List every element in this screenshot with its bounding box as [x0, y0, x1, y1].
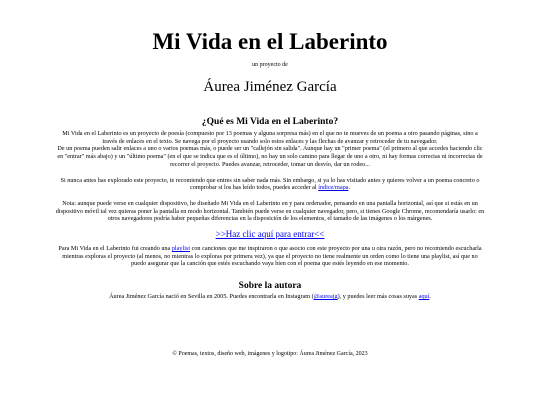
footer-copyright: © Poemas, textos, diseño web, imágenes y logotipo: Áurea Jiménez García, 2023: [172, 350, 368, 357]
author-bio-end: .: [429, 293, 431, 301]
playlist-paragraph-end: con canciones que me inspiraron o que asocio con este proyecto por una u otra razón, pero no recomiendo escucharla mientras exploras el proyecto (al menos, no mientras lo exploras por primera vez), ya que el proyecto no tiene realmente un orden como lo tiene una playlist, así que no puedo asegurar que la canción que estés escuchando vaya bien con el poema que estés leyendo en ese momento.: [62, 245, 482, 268]
index-map-link[interactable]: índice/mapa: [318, 184, 349, 192]
playlist-paragraph-text: Para Mi Vida en el Laberinto fui creando una: [58, 245, 172, 253]
playlist-link[interactable]: playlist: [171, 245, 191, 253]
author-bio: [55, 293, 485, 301]
about-paragraph-1a: Mi Vida en el Laberinto es un proyecto de poesía (compuesto por 13 poemas y alguna sorpresa más) en el que no te mueves de un poema a otro pasando páginas, sino a través de enlaces en el texto. Se navega por el proyecto usando solo estos enlaces y las flechas de avanzar y retroceder de tu navegador.: [62, 130, 478, 145]
page-subtitle: un proyecto de: [252, 62, 288, 68]
device-note: Nota: aunque puede verse en cualquier dispositivo, he diseñado Mi Vida en el Laberinto en y para ordenador, pensando en una pantalla horizontal, así que si estás en un dispositivo móvil tal vez quieras poner la pantalla en modo horizontal. También puede verse en cualquier navegador, pero, si tienes Google Chrome, recomendaría usarlo: en otros navegadores podría haber pequeñas diferencias en la disposición de los elementos, el tamaño de las imágenes o los márgenes.: [55, 199, 485, 223]
about-paragraph-1: [55, 130, 485, 169]
author-bio-text: Áurea Jiménez García nació en Sevilla en 2005. Puedes encontrarla en Instagram (: [109, 293, 314, 301]
playlist-paragraph: [55, 245, 485, 268]
author-bio-middle: ), y puedes leer más cosas suyas: [337, 293, 419, 301]
author-section-heading: Sobre la autora: [238, 281, 302, 292]
about-paragraph-2-text: Si nunca antes has explorado este proyecto, te recomiendo que entres sin saber nada más. Sin embargo, si ya lo has visitado antes y quieres volver a un poema concreto o comprobar si los has leído todos, puedes acceder al: [60, 176, 480, 192]
instagram-link[interactable]: @aureajg: [313, 293, 338, 301]
about-heading: ¿Qué es Mi Vida en el Laberinto?: [201, 117, 339, 127]
author-name: Áurea Jiménez García: [203, 79, 337, 95]
enter-link[interactable]: >>Haz clic aquí para entrar<<: [215, 229, 325, 240]
page-title: Mi Vida en el Laberinto: [152, 29, 388, 54]
about-paragraph-2-end: .: [348, 184, 350, 192]
about-paragraph-1b: De un poema pueden salir enlaces a uno o varios poemas más, o puede ser un "callejón sin salida". Aunque hay un "primer poema" (el primero al que accedes haciendo clic en "entrar" más abajo) y un "último poema" (en el que se indica que es el último), no hay un solo camino para llegar de uno a otro, ni hay formas correctas ni incorrectas de recorrer el proyecto. Puedes avanzar, retroceder, tomar un desvío, dar un rodeo...: [57, 145, 483, 168]
more-writing-link[interactable]: aquí: [418, 293, 430, 301]
about-paragraph-2: [55, 177, 485, 192]
enter-link-wrapper: [0, 229, 540, 240]
